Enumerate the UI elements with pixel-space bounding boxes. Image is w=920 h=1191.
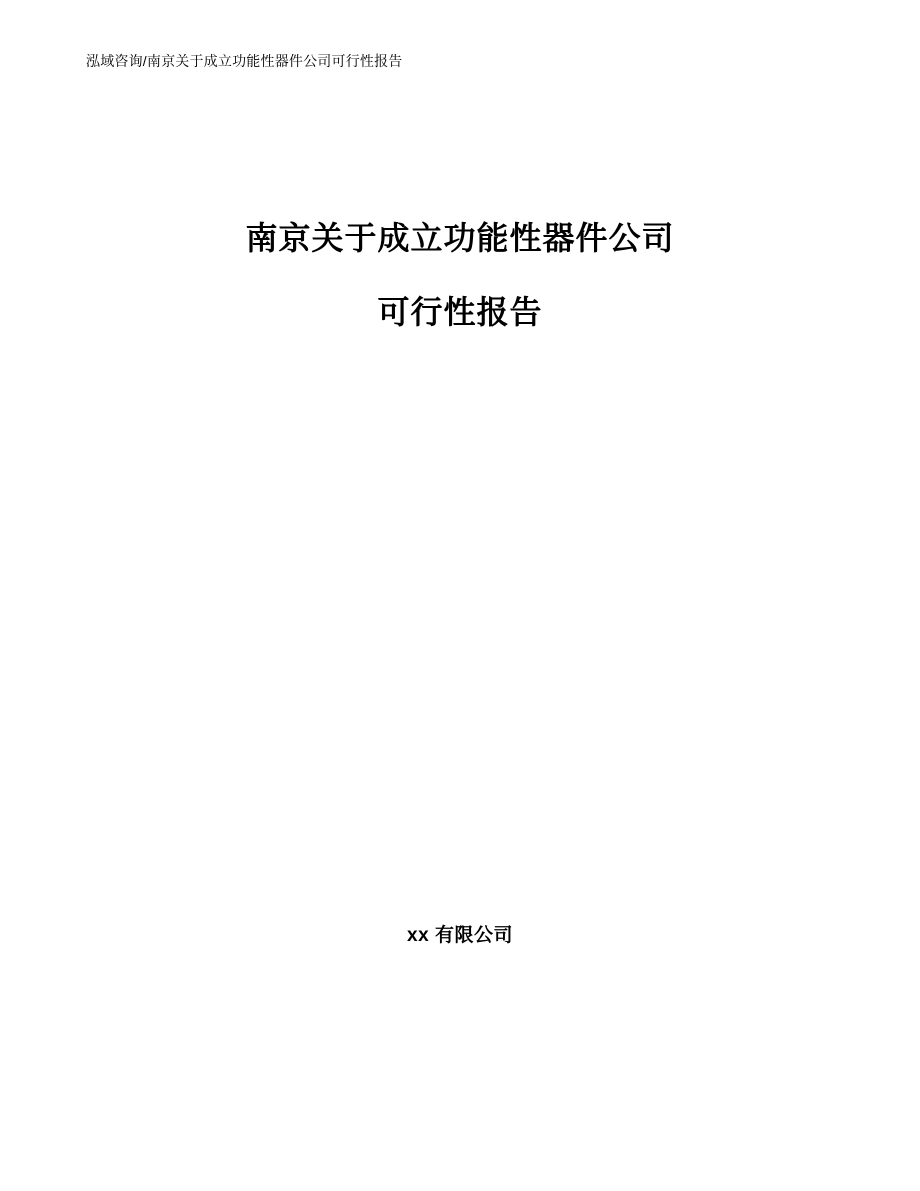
cover-title-block — [0, 222, 920, 328]
document-title-line-2: 可行性报告 — [377, 294, 543, 330]
company-name: xx 有限公司 — [407, 925, 513, 946]
document-title-line-1: 南京关于成立功能性器件公司 — [245, 220, 675, 256]
page-header-breadcrumb: 泓域咨询/南京关于成立功能性器件公司可行性报告 — [86, 53, 403, 69]
cover-company-block — [0, 920, 920, 947]
